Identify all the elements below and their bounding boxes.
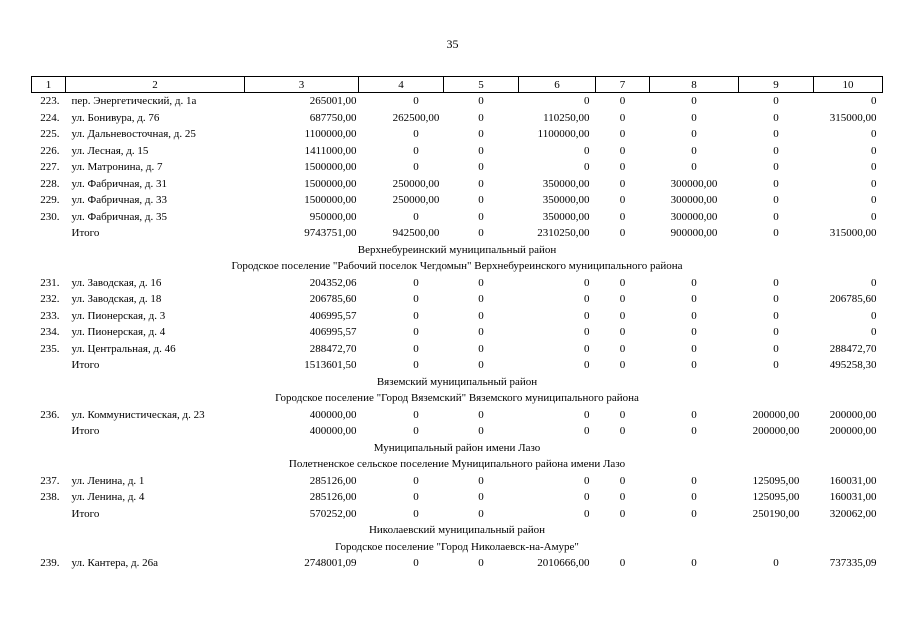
address-cell: ул. Фабричная, д. 31: [71, 177, 168, 190]
table-row: [32, 159, 883, 176]
value-col9: 0: [773, 194, 779, 207]
table-row: [32, 308, 883, 325]
row-number: 234.: [40, 326, 60, 339]
address-cell: ул. Дальневосточная, д. 25: [71, 128, 196, 141]
address-cell: ул. Заводская, д. 16: [71, 276, 162, 289]
table-row: [32, 209, 883, 226]
value-col10: 0: [871, 177, 877, 190]
value-col9: 0: [773, 161, 779, 174]
address-cell: ул. Фабричная, д. 33: [71, 194, 168, 207]
value-col9: 0: [773, 227, 779, 240]
value-col8: 0: [691, 491, 697, 504]
row-number: 231.: [40, 276, 60, 289]
value-col4: 0: [413, 161, 419, 174]
value-col8: 0: [691, 95, 697, 108]
value-col10: 160031,00: [829, 491, 877, 504]
value-col5: 0: [478, 293, 484, 306]
address-cell: ул. Заводская, д. 18: [71, 293, 162, 306]
table-row: [32, 291, 883, 308]
value-col8: 0: [691, 425, 697, 438]
value-col3: 2748001,09: [304, 557, 357, 570]
value-col3: 285126,00: [309, 491, 357, 504]
value-col5: 0: [478, 309, 484, 322]
value-col3: 406995,57: [309, 326, 357, 339]
value-col7: 0: [619, 276, 626, 289]
table-row: [32, 473, 883, 490]
table-row: [32, 489, 883, 506]
value-col9: 200000,00: [752, 408, 800, 421]
value-col10: 0: [871, 210, 877, 223]
value-col6: 110250,00: [543, 111, 590, 124]
value-col8: 300000,00: [670, 177, 718, 190]
value-col4: 0: [413, 507, 419, 520]
column-header: 9: [739, 77, 814, 93]
value-col10: 200000,00: [829, 425, 877, 438]
address-cell: ул. Фабричная, д. 35: [71, 210, 168, 223]
value-col3: 9743751,00: [304, 227, 357, 240]
value-col6: 350000,00: [542, 177, 590, 190]
row-number: 228.: [40, 177, 60, 190]
value-col4: 0: [413, 408, 419, 421]
value-col6: 2010666,00: [537, 557, 590, 570]
value-col7: 0: [619, 210, 626, 223]
value-col10: 0: [871, 276, 877, 289]
value-col7: 0: [619, 474, 626, 487]
value-col5: 0: [478, 507, 484, 520]
address-cell: ул. Лесная, д. 15: [71, 144, 149, 157]
table-row: [32, 126, 883, 143]
value-col4: 250000,00: [392, 194, 440, 207]
value-col3: 570252,00: [309, 507, 357, 520]
row-number: 233.: [40, 309, 60, 322]
value-col4: 0: [413, 342, 419, 355]
section-heading-row: [32, 390, 883, 407]
value-col6: 0: [584, 276, 590, 289]
value-col9: 0: [773, 128, 779, 141]
value-col4: 0: [413, 210, 419, 223]
table-row: [32, 341, 883, 358]
value-col4: 0: [413, 276, 419, 289]
value-col8: 0: [691, 342, 697, 355]
value-col6: 0: [584, 491, 590, 504]
value-col4: 250000,00: [392, 177, 440, 190]
value-col10: 315000,00: [829, 111, 877, 124]
value-col9: 0: [773, 359, 779, 372]
address-cell: Итого: [71, 507, 100, 520]
value-col10: 200000,00: [829, 408, 877, 421]
value-col8: 0: [691, 326, 697, 339]
section-heading-row: [32, 456, 883, 473]
row-number: 230.: [40, 210, 60, 223]
value-col6: 0: [584, 342, 590, 355]
address-cell: ул. Пионерская, д. 3: [71, 309, 166, 322]
value-col4: 0: [413, 359, 419, 372]
value-col3: 206785,60: [309, 293, 357, 306]
value-col3: 288472,70: [309, 342, 357, 355]
row-number: 239.: [40, 557, 60, 570]
total-row: [32, 423, 883, 440]
value-col9: 0: [773, 177, 779, 190]
value-col7: 0: [619, 309, 626, 322]
value-col7: 0: [619, 359, 626, 372]
column-header: 7: [596, 77, 650, 93]
value-col8: 300000,00: [670, 210, 718, 223]
value-col3: 687750,00: [309, 111, 357, 124]
address-cell: ул. Кантера, д. 26а: [71, 557, 159, 570]
page-number: 35: [446, 37, 459, 51]
value-col7: 0: [619, 144, 626, 157]
value-col5: 0: [478, 95, 484, 108]
value-col8: 0: [691, 408, 697, 421]
address-cell: ул. Коммунистическая, д. 23: [71, 408, 205, 421]
value-col6: 0: [584, 474, 590, 487]
value-col9: 125095,00: [752, 491, 800, 504]
value-col6: 0: [584, 161, 590, 174]
value-col3: 1500000,00: [304, 194, 357, 207]
value-col3: 950000,00: [309, 210, 357, 223]
value-col8: 0: [691, 161, 697, 174]
value-col8: 0: [691, 293, 697, 306]
value-col8: 0: [691, 276, 697, 289]
value-col8: 0: [691, 359, 697, 372]
value-col7: 0: [619, 293, 626, 306]
value-col10: 0: [871, 161, 877, 174]
address-cell: ул. Центральная, д. 46: [71, 342, 176, 355]
table-row: [32, 192, 883, 209]
section-heading-row: [32, 522, 883, 539]
value-col3: 406995,57: [309, 309, 357, 322]
value-col6: 0: [584, 425, 590, 438]
value-col6: 0: [584, 507, 590, 520]
row-number: 227.: [40, 161, 60, 174]
value-col9: 0: [773, 326, 779, 339]
value-col5: 0: [478, 491, 484, 504]
address-cell: Итого: [71, 227, 100, 240]
value-col8: 0: [691, 309, 697, 322]
row-number: [32, 506, 66, 523]
column-header: 2: [66, 77, 245, 93]
row-number: 238.: [40, 491, 60, 504]
value-col4: 0: [413, 326, 419, 339]
row-number: 237.: [40, 474, 60, 487]
value-col8: 0: [691, 507, 697, 520]
table-row: [32, 176, 883, 193]
value-col3: 400000,00: [309, 425, 357, 438]
address-cell: ул. Ленина, д. 4: [71, 491, 145, 504]
value-col7: 0: [619, 111, 626, 124]
address-cell: ул. Бонивура, д. 76: [71, 111, 160, 124]
value-col10: 0: [871, 326, 877, 339]
value-col7: 0: [619, 177, 626, 190]
value-col7: 0: [619, 95, 626, 108]
value-col8: 300000,00: [670, 194, 718, 207]
value-col6: 0: [584, 309, 590, 322]
value-col10: 315000,00: [829, 227, 877, 240]
row-number: [32, 225, 66, 242]
value-col8: 0: [691, 128, 697, 141]
value-col4: 0: [413, 144, 419, 157]
value-col5: 0: [478, 227, 484, 240]
value-col9: 0: [773, 557, 779, 570]
value-col7: 0: [619, 194, 626, 207]
value-col9: 0: [773, 144, 779, 157]
value-col6: 1100000,00: [537, 128, 590, 141]
value-col4: 0: [413, 309, 419, 322]
value-col6: 0: [584, 95, 590, 108]
value-col4: 262500,00: [392, 111, 440, 124]
value-col3: 1411000,00: [304, 144, 357, 157]
value-col6: 350000,00: [542, 210, 590, 223]
column-header: 1: [32, 77, 66, 93]
table-row: [32, 555, 883, 572]
row-number: 235.: [40, 342, 60, 355]
address-cell: ул. Ленина, д. 1: [71, 474, 145, 487]
value-col5: 0: [478, 557, 484, 570]
value-col4: 0: [413, 128, 419, 141]
value-col7: 0: [619, 227, 626, 240]
value-col5: 0: [478, 276, 484, 289]
section-heading-row: [32, 242, 883, 259]
value-col5: 0: [478, 161, 484, 174]
value-col3: 400000,00: [309, 408, 357, 421]
section-heading: Городское поселение "Город Николаевск-на-Амуре": [335, 540, 579, 553]
value-col5: 0: [478, 111, 484, 124]
value-col5: 0: [478, 144, 484, 157]
value-col7: 0: [619, 326, 626, 339]
value-col5: 0: [478, 326, 484, 339]
value-col7: 0: [619, 342, 626, 355]
value-col5: 0: [478, 408, 484, 421]
section-heading: Муниципальный район имени Лазо: [373, 441, 541, 454]
value-col9: 0: [773, 276, 779, 289]
row-number: [32, 423, 66, 440]
value-col3: 1513601,50: [304, 359, 357, 372]
value-col8: 0: [691, 111, 697, 124]
value-col9: 0: [773, 111, 779, 124]
value-col4: 0: [413, 95, 419, 108]
row-number: [32, 357, 66, 374]
value-col9: 0: [773, 309, 779, 322]
row-number: 229.: [40, 194, 60, 207]
value-col4: 0: [413, 557, 419, 570]
value-col6: 0: [584, 326, 590, 339]
table-row: [32, 275, 883, 292]
value-col3: 1100000,00: [304, 128, 357, 141]
value-col7: 0: [619, 128, 626, 141]
address-cell: ул. Матронина, д. 7: [71, 161, 163, 174]
section-heading-row: [32, 374, 883, 391]
value-col9: 0: [773, 95, 779, 108]
column-header: 4: [359, 77, 444, 93]
total-row: [32, 225, 883, 242]
row-number: 224.: [40, 111, 60, 124]
value-col9: 200000,00: [752, 425, 800, 438]
value-col4: 0: [413, 474, 419, 487]
table-row: [32, 110, 883, 127]
value-col10: 0: [871, 309, 877, 322]
value-col5: 0: [478, 210, 484, 223]
value-col7: 0: [619, 491, 626, 504]
value-col10: 0: [871, 144, 877, 157]
value-col6: 0: [584, 359, 590, 372]
value-col7: 0: [619, 161, 626, 174]
value-col5: 0: [478, 425, 484, 438]
value-col3: 1500000,00: [304, 161, 357, 174]
row-number: 225.: [40, 128, 60, 141]
value-col9: 125095,00: [752, 474, 800, 487]
value-col5: 0: [478, 359, 484, 372]
column-header: 5: [444, 77, 519, 93]
value-col7: 0: [619, 507, 626, 520]
value-col6: 2310250,00: [537, 227, 590, 240]
data-table: [31, 76, 883, 572]
value-col5: 0: [478, 128, 484, 141]
table-row: [32, 93, 883, 110]
value-col10: 288472,70: [829, 342, 877, 355]
value-col6: 0: [584, 144, 590, 157]
total-row: [32, 357, 883, 374]
section-heading: Городское поселение "Рабочий поселок Чегдомын" Верхнебуреинского муниципального района: [231, 260, 683, 273]
value-col10: 0: [871, 95, 877, 108]
row-number: 236.: [40, 408, 60, 421]
column-header: 6: [519, 77, 596, 93]
value-col5: 0: [478, 342, 484, 355]
value-col9: 0: [773, 210, 779, 223]
value-col7: 0: [619, 408, 626, 421]
value-col8: 900000,00: [670, 227, 718, 240]
value-col4: 0: [413, 425, 419, 438]
column-header: 8: [650, 77, 739, 93]
value-col10: 160031,00: [829, 474, 877, 487]
value-col6: 0: [584, 293, 590, 306]
table-row: [32, 324, 883, 341]
value-col9: 250190,00: [752, 507, 800, 520]
value-col3: 1500000,00: [304, 177, 357, 190]
row-number: 223.: [40, 95, 60, 108]
section-heading: Николаевский муниципальный район: [368, 524, 546, 537]
value-col9: 0: [773, 293, 779, 306]
column-header: 10: [814, 77, 883, 93]
value-col4: 0: [413, 491, 419, 504]
section-heading-row: [32, 539, 883, 556]
value-col3: 265001,00: [309, 95, 357, 108]
address-cell: пер. Энергетический, д. 1а: [71, 95, 197, 108]
row-number: 232.: [40, 293, 60, 306]
value-col8: 0: [691, 144, 697, 157]
value-col3: 285126,00: [309, 474, 357, 487]
value-col6: 0: [584, 408, 590, 421]
value-col9: 0: [773, 342, 779, 355]
value-col10: 0: [871, 194, 877, 207]
address-cell: ул. Пионерская, д. 4: [71, 326, 166, 339]
value-col8: 0: [691, 557, 697, 570]
section-heading: Верхнебуреинский муниципальный район: [357, 243, 557, 256]
table-row: [32, 407, 883, 424]
column-header: 3: [245, 77, 359, 93]
section-heading: Полетненское сельское поселение Муниципального района имени Лазо: [288, 458, 626, 471]
value-col7: 0: [619, 425, 626, 438]
value-col4: 942500,00: [392, 227, 440, 240]
value-col10: 0: [871, 128, 877, 141]
section-heading: Городское поселение "Город Вяземский" Вяземского муниципального района: [275, 392, 639, 405]
value-col4: 0: [413, 293, 419, 306]
value-col6: 350000,00: [542, 194, 590, 207]
address-cell: Итого: [71, 425, 100, 438]
total-row: [32, 506, 883, 523]
section-heading-row: [32, 258, 883, 275]
value-col10: 495258,30: [829, 359, 877, 372]
value-col5: 0: [478, 177, 484, 190]
value-col8: 0: [691, 474, 697, 487]
table-row: [32, 143, 883, 160]
value-col10: 737335,09: [829, 557, 877, 570]
value-col7: 0: [619, 557, 626, 570]
section-heading-row: [32, 440, 883, 457]
row-number: 226.: [40, 144, 60, 157]
value-col3: 204352,06: [309, 276, 357, 289]
section-heading: Вяземский муниципальный район: [376, 375, 538, 388]
value-col5: 0: [478, 194, 484, 207]
value-col5: 0: [478, 474, 484, 487]
value-col10: 206785,60: [829, 293, 877, 306]
column-header-row: [32, 77, 883, 93]
address-cell: Итого: [71, 359, 100, 372]
value-col10: 320062,00: [829, 507, 877, 520]
